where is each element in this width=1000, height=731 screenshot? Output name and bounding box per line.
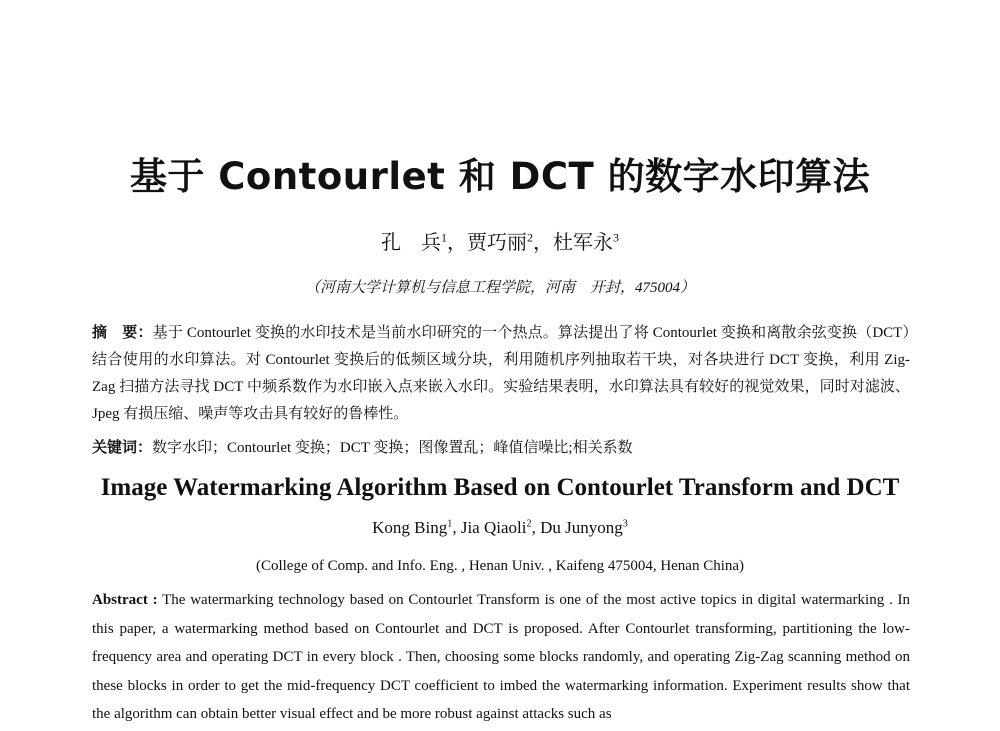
english-abstract-label: Abstract : — [92, 592, 158, 608]
chinese-keywords-text: 数字水印；Contourlet 变换；DCT 变换；图像置乱；峰值信噪比;相关系数 — [152, 440, 633, 456]
author-separator: ， — [533, 232, 553, 254]
author-1: 孔 兵$^1$ — [381, 230, 447, 254]
author-3: 杜军永$^3$ — [553, 230, 619, 254]
chinese-abstract-label: 摘 要： — [92, 325, 153, 341]
chinese-authors — [0, 226, 1000, 255]
chinese-keywords — [92, 436, 910, 460]
english-affiliation: (College of Comp. and Info. Eng. , Henan Univ. , Kaifeng 475004, Henan China) — [255, 558, 745, 574]
author-3: Du Junyong$^3$ — [540, 518, 628, 537]
author-separator: , — [452, 518, 461, 537]
chinese-keywords-label: 关键词： — [92, 440, 153, 456]
author-separator: , — [531, 518, 541, 537]
author-2: 贾巧丽$^2$ — [467, 230, 533, 254]
english-authors — [0, 518, 1000, 538]
chinese-title: 基于 Contourlet 和 DCT 的数字水印算法 — [129, 155, 871, 198]
author-2: Jia Qiaoli$^2$ — [460, 518, 532, 537]
author-separator: ， — [447, 232, 467, 254]
chinese-abstract-text: 基于 Contourlet 变换的水印技术是当前水印研究的一个热点。算法提出了将 Contourlet 变换和离散余弦变换（DCT）结合使用的水印算法。对 Contourlet 变换后的低频区域分块，利用随机序列抽取若干块，对各块进行 DCT 变换，利用 Zig-Zag 扫描方法寻找 DCT 中频系数作为水印嵌入点来嵌入水印。实验结果表明，水印算法具有较好的视觉效果，同时对滤波、Jpeg 有损压缩、噪声等攻击具有较好的鲁棒性。 — [92, 325, 910, 422]
author-1: Kong Bing$^1$ — [372, 518, 453, 537]
english-abstract — [92, 586, 910, 731]
english-abstract-text: The watermarking technology based on Contourlet Transform is one of the most active topics in digital watermarking . In this paper, a watermarking method based on Contourlet and DCT is proposed. After Contourlet transforming, partitioning the low-frequency area and operating DCT in every block . Then, choosing some blocks randomly, and operating Zig-Zag scanning method on these blocks in order to get the mid-frequency DCT coefficient to imbed the watermarking information. Experiment results show that the algorithm can obtain better visual effect and be more robust against attacks such as — [92, 592, 910, 722]
chinese-affiliation: （河南大学计算机与信息工程学院，河南 开封，475004） — [304, 280, 695, 296]
english-title: Image Watermarking Algorithm Based on Contourlet Transform and DCT — [100, 474, 900, 501]
chinese-abstract — [92, 320, 910, 428]
